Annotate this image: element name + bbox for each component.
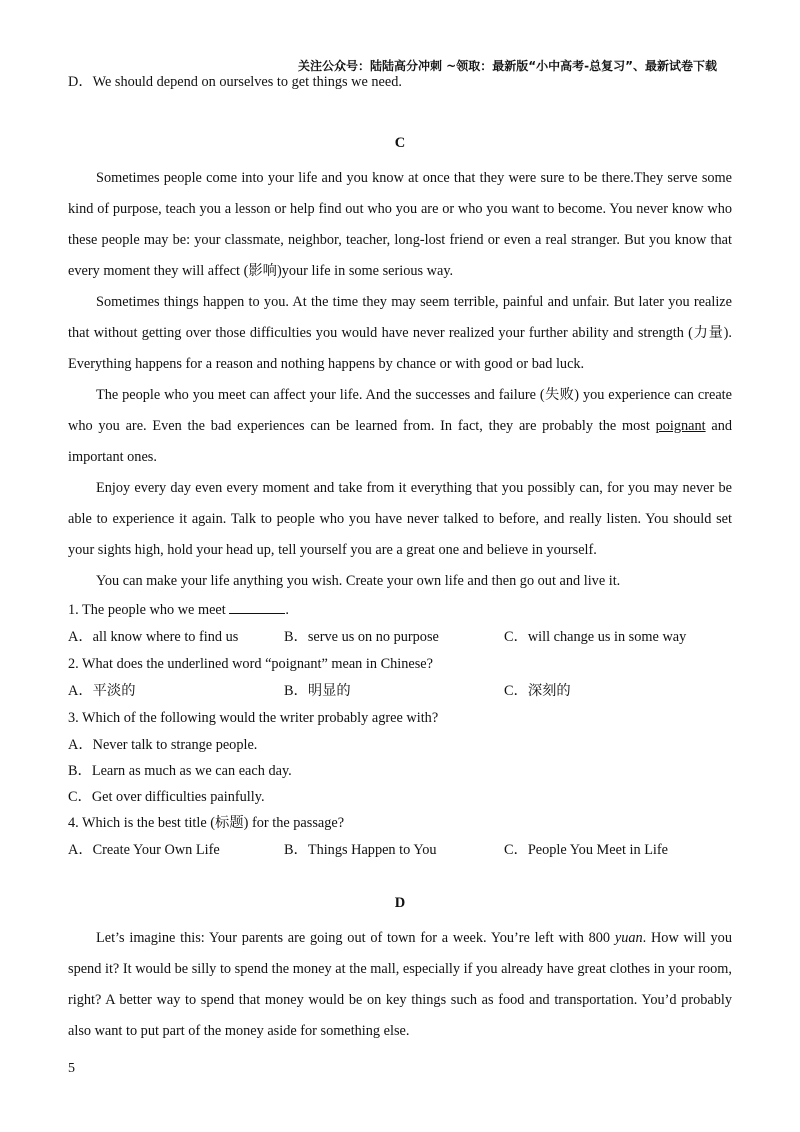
question-2-options — [68, 678, 732, 705]
section-c-title: C — [394, 135, 406, 151]
section-c-questions — [68, 597, 732, 864]
option-c: C．深刻的 — [504, 683, 571, 699]
option-b: B．明显的 — [284, 683, 351, 699]
option-b: B．Learn as much as we can each day. — [68, 763, 292, 779]
passage-paragraph: You can make your life anything you wish. Create your own life and then go out and live it. — [96, 573, 621, 589]
question-stem-end: . — [285, 602, 289, 618]
header-promo-note: 关注公众号：陆陆高分冲刺 ~领取：最新版“小中高考-总复习”、最新试卷下载 — [298, 59, 717, 73]
underlined-word-poignant: poignant — [655, 418, 706, 434]
passage-paragraph — [68, 380, 732, 473]
option-a: A．平淡的 — [68, 683, 136, 699]
question-1 — [68, 597, 732, 624]
paragraph-text: and important ones. — [68, 418, 733, 465]
question-stem: 1. The people who we meet — [68, 602, 226, 618]
paragraph-text: The people who you meet can affect your life. And the successes and failure (失败) you experience can create who you are. Even the bad experiences can be learned from. In fact, they are probably the most — [68, 387, 732, 434]
option-a: A．Create Your Own Life — [68, 842, 220, 858]
option-a: A．Never talk to strange people. — [68, 737, 258, 753]
passage-paragraph: Sometimes things happen to you. At the time they may seem terrible, painful and unfair. But later you realize that without getting over those difficulties you would have never realized your further ability and strength (力量). Everything happens for a reason and nothing happens by chance or with good or bad luck. — [68, 294, 732, 372]
question-4: 4. Which is the best title (标题) for the passage? — [68, 815, 345, 831]
option-b: B．Things Happen to You — [284, 842, 437, 858]
section-d-title: D — [394, 895, 406, 911]
question-2: 2. What does the underlined word “poignant” mean in Chinese? — [68, 656, 433, 672]
question-4-options — [68, 837, 732, 864]
option-c: C．will change us in some way — [504, 629, 687, 645]
paragraph-text: . How will you spend it? It would be silly to spend the money at the mall, especially if you already have great clothes in your room, right? A better way to spend that money would be on key things such as food and transportation. You’d probably also want to put part of the money aside for something else. — [68, 930, 732, 1039]
answer-blank — [229, 599, 285, 614]
paragraph-text: Let’s imagine this: Your parents are going out of town for a week. You’re left with 800 — [96, 930, 615, 946]
option-c: C．People You Meet in Life — [504, 842, 669, 858]
previous-question-option-d: D．We should depend on ourselves to get things we need. — [68, 74, 402, 90]
passage-paragraph: Enjoy every day even every moment and take from it everything that you possibly can, for you may never be able to experience it again. Talk to people who you have never talked to before, and really listen. You should set your sights high, hold your head up, tell yourself you are a great one and believe in yourself. — [68, 480, 732, 558]
italic-word-yuan: yuan — [614, 930, 643, 946]
section-c-passage — [68, 163, 732, 597]
option-a: A．all know where to find us — [68, 629, 239, 645]
section-d-paragraph — [68, 923, 732, 1047]
page-number: 5 — [68, 1061, 75, 1076]
question-1-options — [68, 624, 732, 651]
option-b: B．serve us on no purpose — [284, 629, 439, 645]
passage-paragraph: Sometimes people come into your life and you know at once that they were sure to be there.They serve some kind of purpose, teach you a lesson or help find out who you are or who you want to become. You never know who these people may be: your classmate, neighbor, teacher, long-lost friend or even a real stranger. But you know that every moment they will affect (影响)your life in some serious way. — [68, 170, 732, 279]
option-c: C．Get over difficulties painfully. — [68, 789, 265, 805]
exam-page — [68, 68, 732, 1047]
question-3: 3. Which of the following would the writer probably agree with? — [68, 710, 439, 726]
